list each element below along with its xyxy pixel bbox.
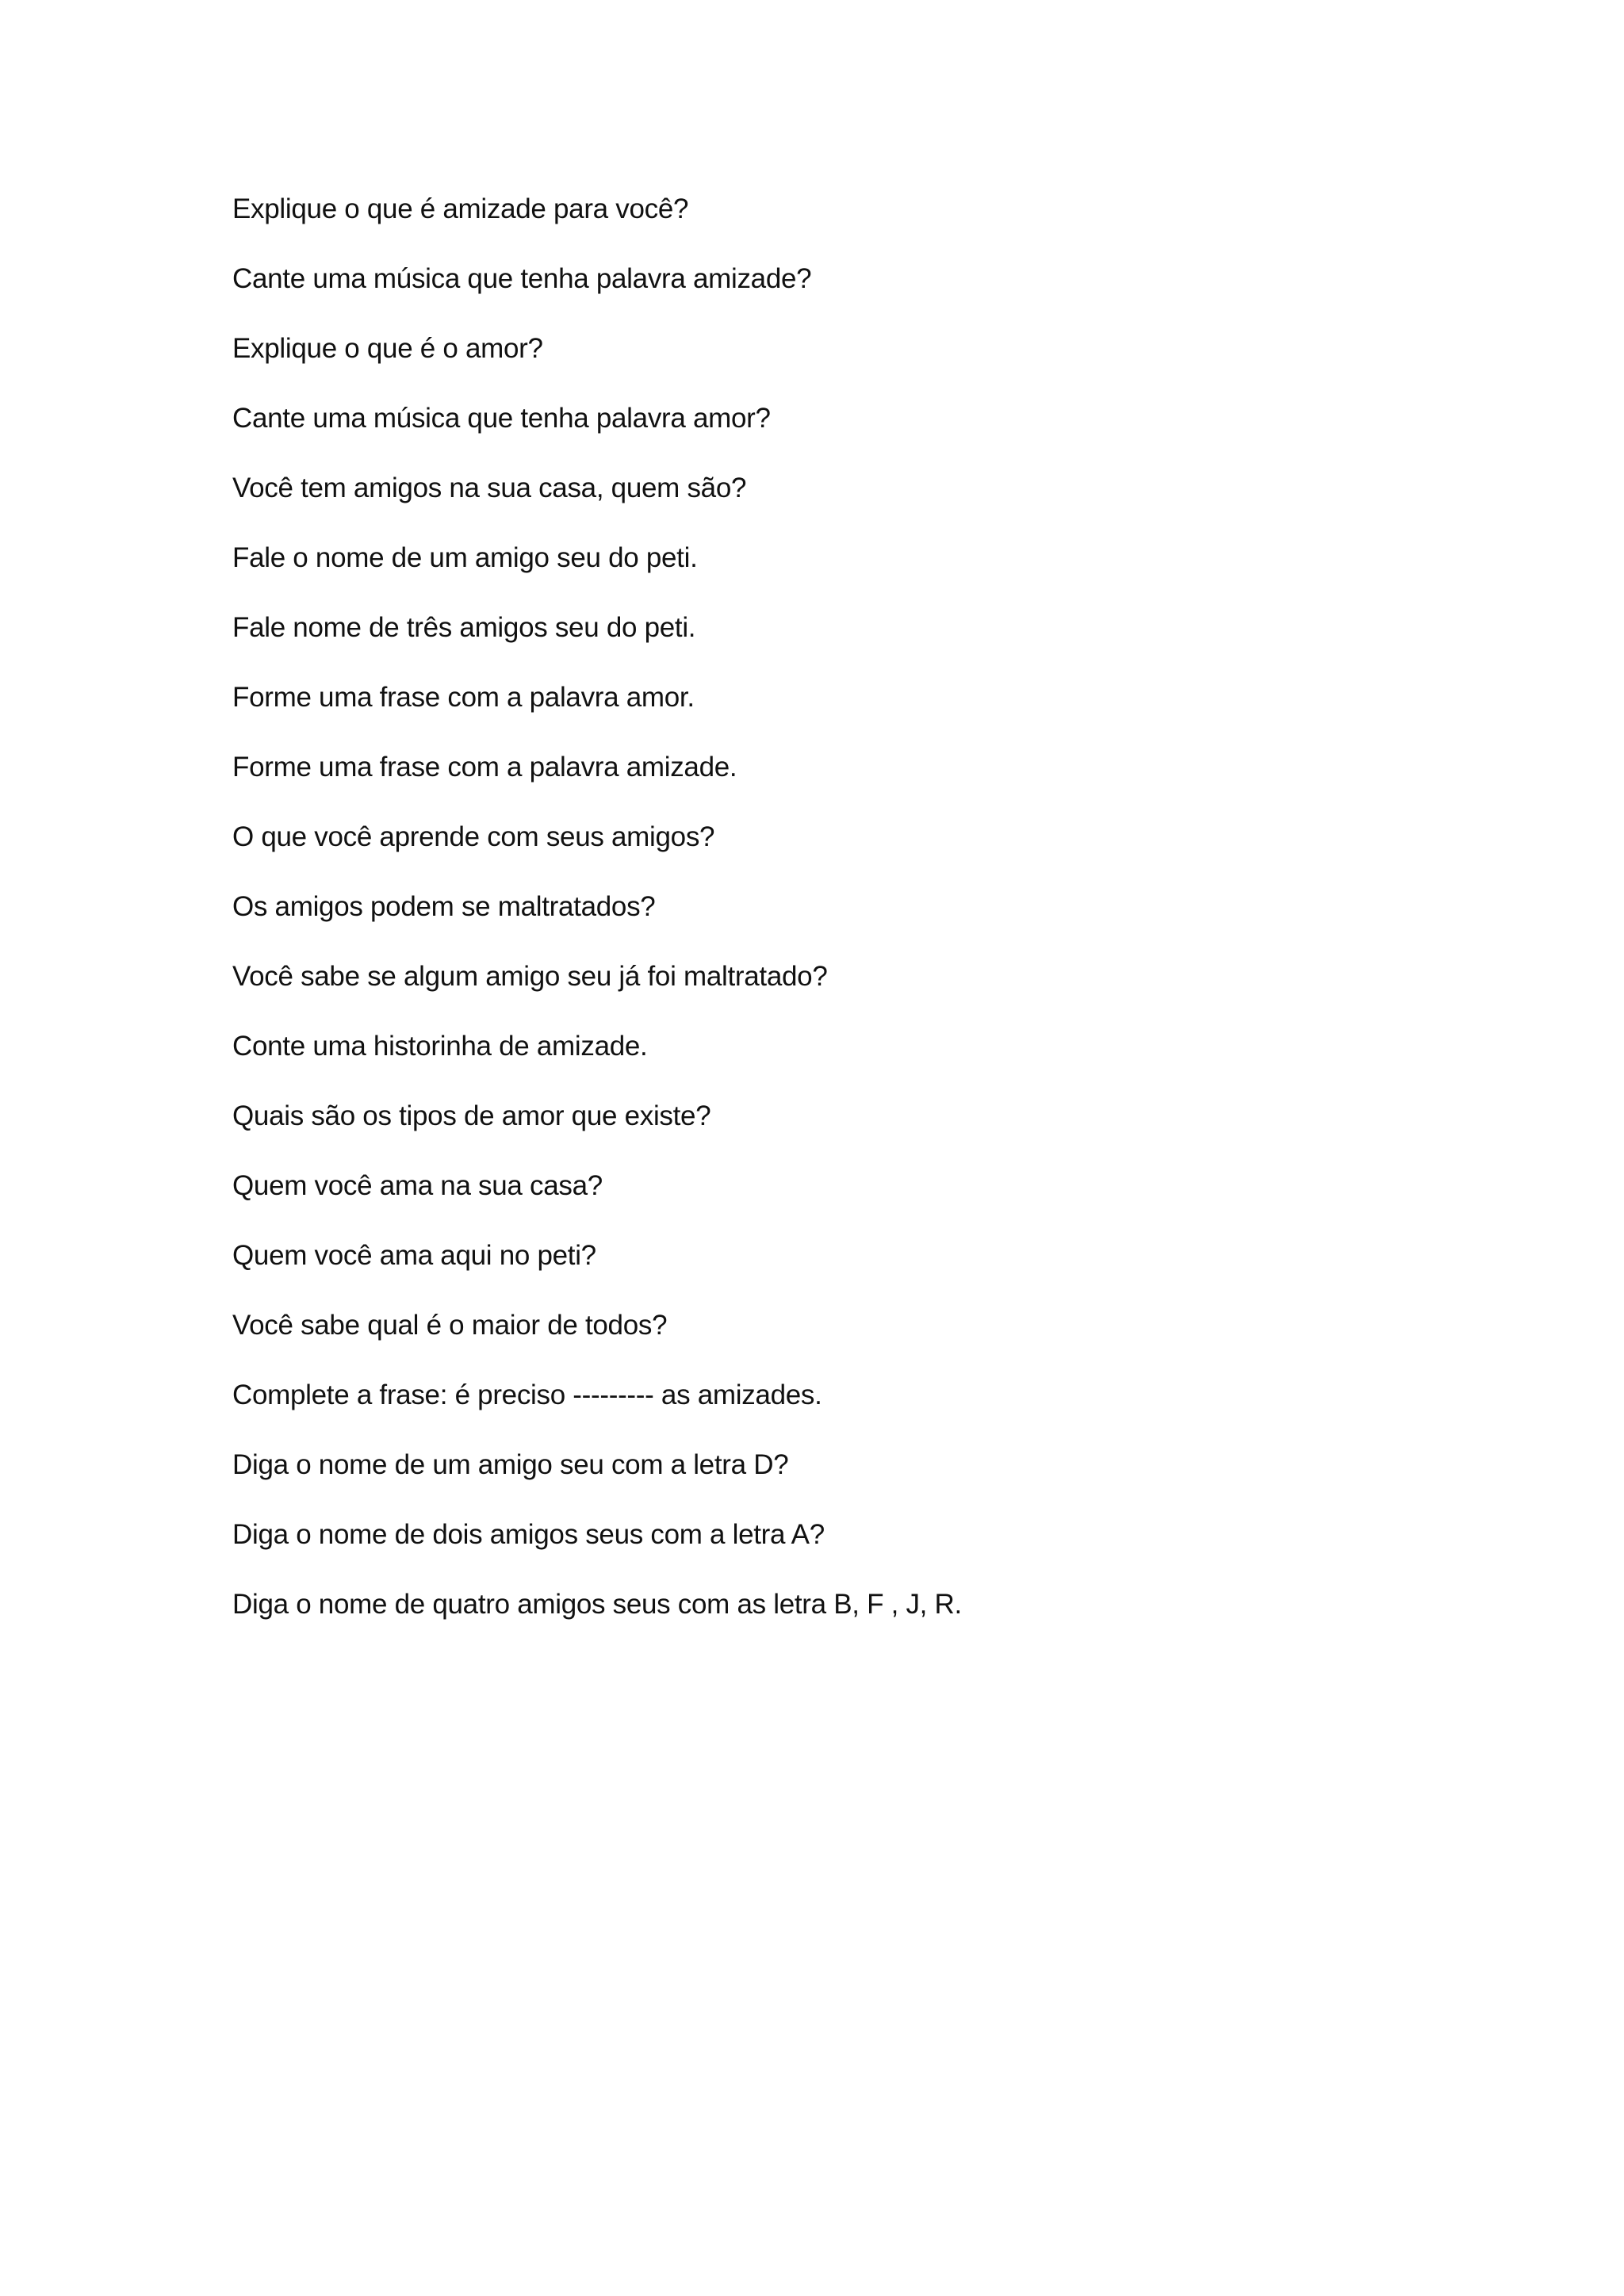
- question-line: Quais são os tipos de amor que existe?: [232, 1100, 711, 1131]
- question-line: Fale nome de três amigos seu do peti.: [232, 612, 696, 643]
- question-line: Cante uma música que tenha palavra amor?: [232, 403, 771, 434]
- question-line: Você tem amigos na sua casa, quem são?: [232, 473, 747, 503]
- question-line: Diga o nome de um amigo seu com a letra D?: [232, 1449, 789, 1480]
- question-line: Fale o nome de um amigo seu do peti.: [232, 542, 698, 573]
- question-line: Cante uma música que tenha palavra amizade?: [232, 263, 812, 294]
- question-line: Diga o nome de dois amigos seus com a letra A?: [232, 1519, 825, 1550]
- question-line: Forme uma frase com a palavra amizade.: [232, 752, 737, 783]
- question-line: Forme uma frase com a palavra amor.: [232, 682, 695, 713]
- question-line: Explique o que é o amor?: [232, 333, 543, 364]
- question-line: Conte uma historinha de amizade.: [232, 1031, 648, 1062]
- question-line: Quem você ama aqui no peti?: [232, 1240, 596, 1271]
- question-line: Você sabe se algum amigo seu já foi maltratado?: [232, 961, 828, 992]
- question-line: Diga o nome de quatro amigos seus com as letra B, F , J, R.: [232, 1589, 962, 1620]
- question-line: Explique o que é amizade para você?: [232, 193, 689, 224]
- question-line: Os amigos podem se maltratados?: [232, 891, 656, 922]
- question-line: O que você aprende com seus amigos?: [232, 821, 715, 852]
- question-line: Quem você ama na sua casa?: [232, 1170, 603, 1201]
- question-line: Complete a frase: é preciso --------- as amizades.: [232, 1380, 822, 1410]
- question-line: Você sabe qual é o maior de todos?: [232, 1310, 668, 1341]
- question-list: [232, 187, 1422, 1652]
